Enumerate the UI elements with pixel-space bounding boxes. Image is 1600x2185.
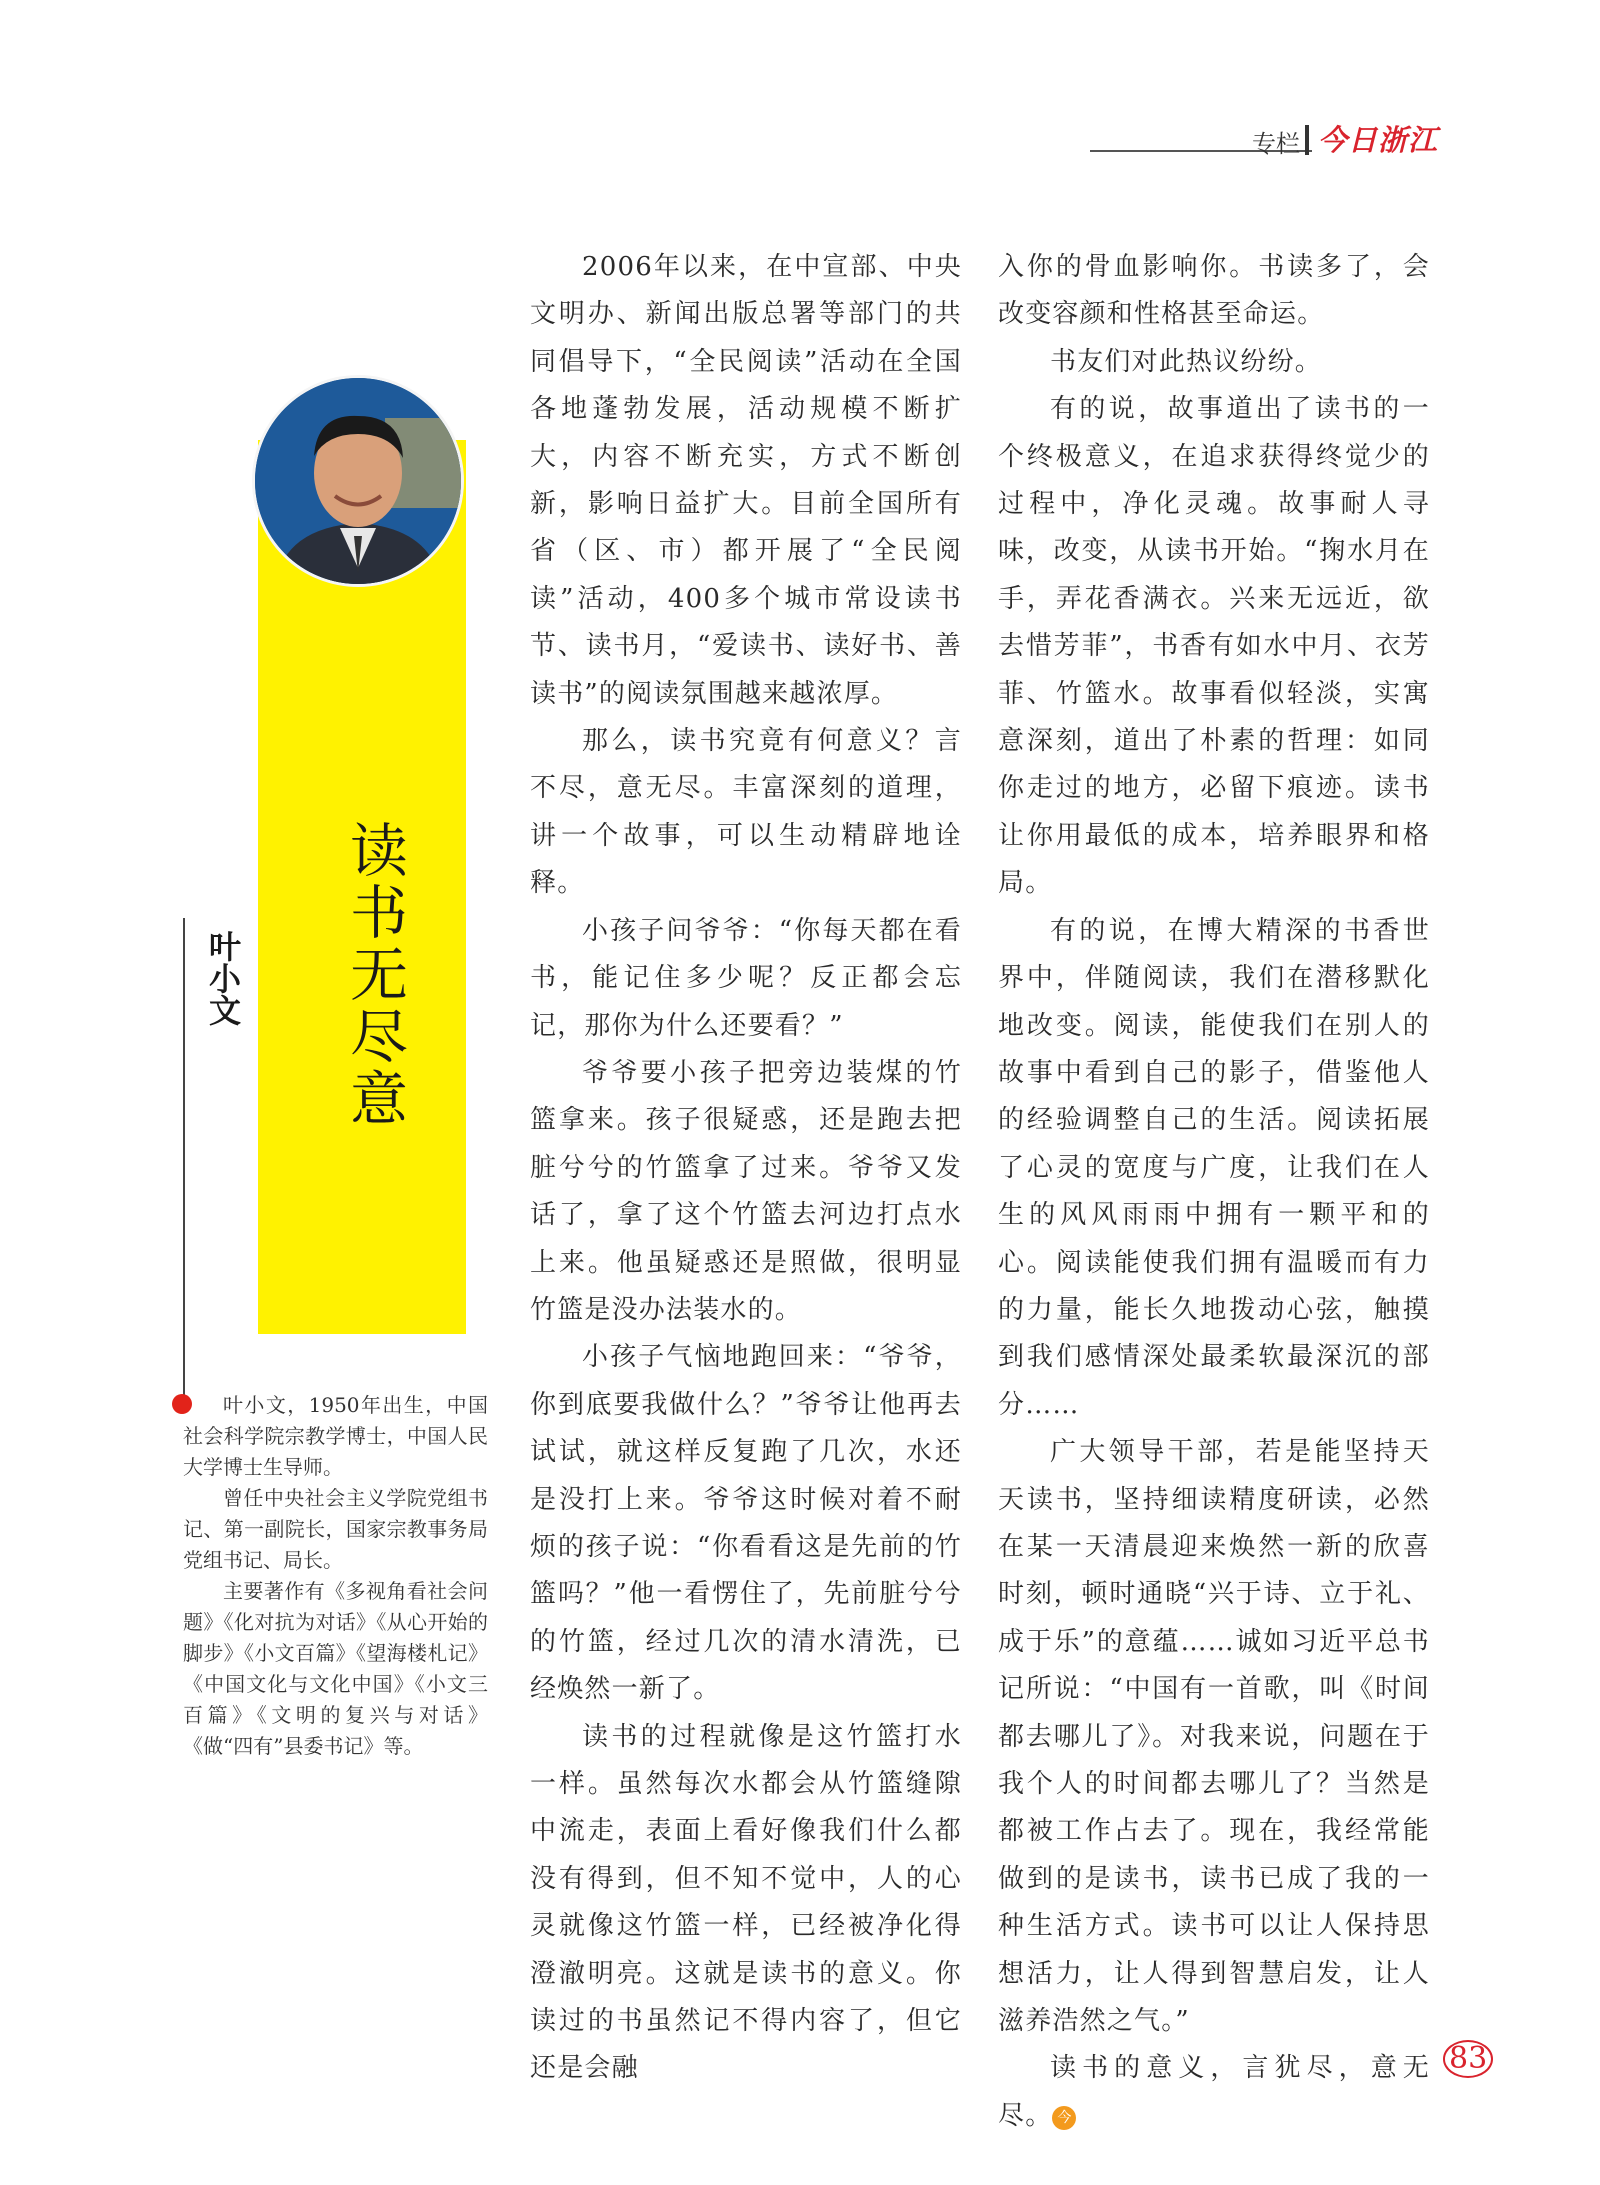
header-divider <box>1305 125 1309 155</box>
closing-paragraph <box>998 2045 1430 2140</box>
body-paragraph: 读书的过程就像是这竹篮打水一样。虽然每次水都会从竹篮缝隙中流走，表面上看好像我们什么都没有得到，但不知不觉中，人的心灵就像这竹篮一样，已经被净化得澄澈明亮。这就是读书的意义。你读过的书虽然记不得内容了，但它还是会融 <box>530 1721 962 2084</box>
article-title: 读书无尽意 <box>340 820 408 1130</box>
page-number: 83 <box>1443 2040 1493 2078</box>
author-name: 叶小文 <box>204 930 242 1026</box>
bio-paragraph: 主要著作有《多视角看社会问题》《化对抗为对话》《从心开始的脚步》《小文百篇》《望海楼札记》《中国文化与文化中国》《小文三百篇》《文明的复兴与对话》《做“四有”县委书记》等。 <box>183 1579 488 1758</box>
author-bio <box>183 1390 488 1762</box>
body-paragraph: 爷爷要小孩子把旁边装煤的竹篮拿来。孩子很疑惑，还是跑去把脏兮兮的竹篮拿了过来。爷爷又发话了，拿了这个竹篮去河边打点水上来。他虽疑惑还是照做，很明显竹篮是没办法装水的。 <box>530 1057 962 1325</box>
body-paragraph: 有的说，故事道出了读书的一个终极意义，在追求获得终觉少的过程中，净化灵魂。故事耐人寻味，改变，从读书开始。“掬水月在手，弄花香满衣。兴来无远近，欲去惜芳菲”，书香有如水中月、衣芳菲、竹篮水。故事看似轻淡，实寓意深刻，道出了朴素的哲理：如同你走过的地方，必留下痕迹。读书让你用最低的成本，培养眼界和格局。 <box>998 394 1430 899</box>
portrait-illustration <box>255 378 461 584</box>
closing-text: 读书的意义，言犹尽，意无尽。 <box>998 2053 1430 2131</box>
article-column-2 <box>998 244 1430 2140</box>
bio-paragraph: 叶小文，1950年出生，中国社会科学院宗教学博士，中国人民大学博士生导师。 <box>183 1393 488 1479</box>
body-paragraph: 广大领导干部，若是能坚持天天读书，坚持细读精度研读，必然在某一天清晨迎来焕然一新的欣喜时刻，顿时通晓“兴于诗、立于礼、成于乐”的意蕴……诚如习近平总书记所说：“中国有一首歌，叫《时间都去哪儿了》。对我来说，问题在于我个人的时间都去哪儿了？当然是都被工作占去了。现在，我经常能做到的是读书，读书已成了我的一种生活方式。读书可以让人保持思想活力，让人得到智慧启发，让人滋养浩然之气。” <box>998 1437 1430 2037</box>
body-paragraph: 小孩子问爷爷：“你每天都在看书，能记住多少呢？反正都会忘记，那你为什么还要看？” <box>530 915 962 1041</box>
author-portrait <box>252 375 464 587</box>
side-rule <box>183 918 185 1398</box>
body-paragraph: 书友们对此热议纷纷。 <box>1050 346 1323 377</box>
body-paragraph: 2006年以来，在中宣部、中央文明办、新闻出版总署等部门的共同倡导下，“全民阅读”活动在全国各地蓬勃发展，活动规模不断扩大，内容不断充实，方式不断创新，影响日益扩大。目前全国所有省（区、市）都开展了“全民阅读”活动，400多个城市常设读书节、读书月，“爱读书、读好书、善读书”的阅读氛围越来越浓厚。 <box>530 252 962 709</box>
article-column-1 <box>530 244 962 2093</box>
body-paragraph-continued: 入你的骨血影响你。书读多了，会改变容颜和性格甚至命运。 <box>998 252 1430 330</box>
body-paragraph: 那么，读书究竟有何意义？言不尽，意无尽。丰富深刻的道理，讲一个故事，可以生动精辟地诠释。 <box>530 726 962 899</box>
magazine-brand-logo: 今日浙江 <box>1318 123 1439 157</box>
column-section-label: 专栏 <box>1252 130 1300 158</box>
body-paragraph: 小孩子气恼地跑回来：“爷爷，你到底要我做什么？”爷爷让他再去试试，就这样反复跑了几次，水还是没打上来。爷爷这时候对着不耐烦的孩子说：“你看看这是先前的竹篮吗？”他一看愣住了，先前脏兮兮的竹篮，经过几次的清水清洗，已经焕然一新了。 <box>530 1342 962 1705</box>
body-paragraph: 有的说，在博大精深的书香世界中，伴随阅读，我们在潜移默化地改变。阅读，能使我们在别人的故事中看到自己的影子，借鉴他人的经验调整自己的生活。阅读拓展了心灵的宽度与广度，让我们在人生的风风雨雨中拥有一颗平和的心。阅读能使我们拥有温暖而有力的力量，能长久地拨动心弦，触摸到我们感情深处最柔软最深沉的部分…… <box>998 915 1430 1420</box>
end-mark-icon: 今 <box>1052 2106 1076 2130</box>
bio-paragraph: 曾任中央社会主义学院党组书记、第一副院长，国家宗教事务局党组书记、局长。 <box>183 1486 488 1572</box>
